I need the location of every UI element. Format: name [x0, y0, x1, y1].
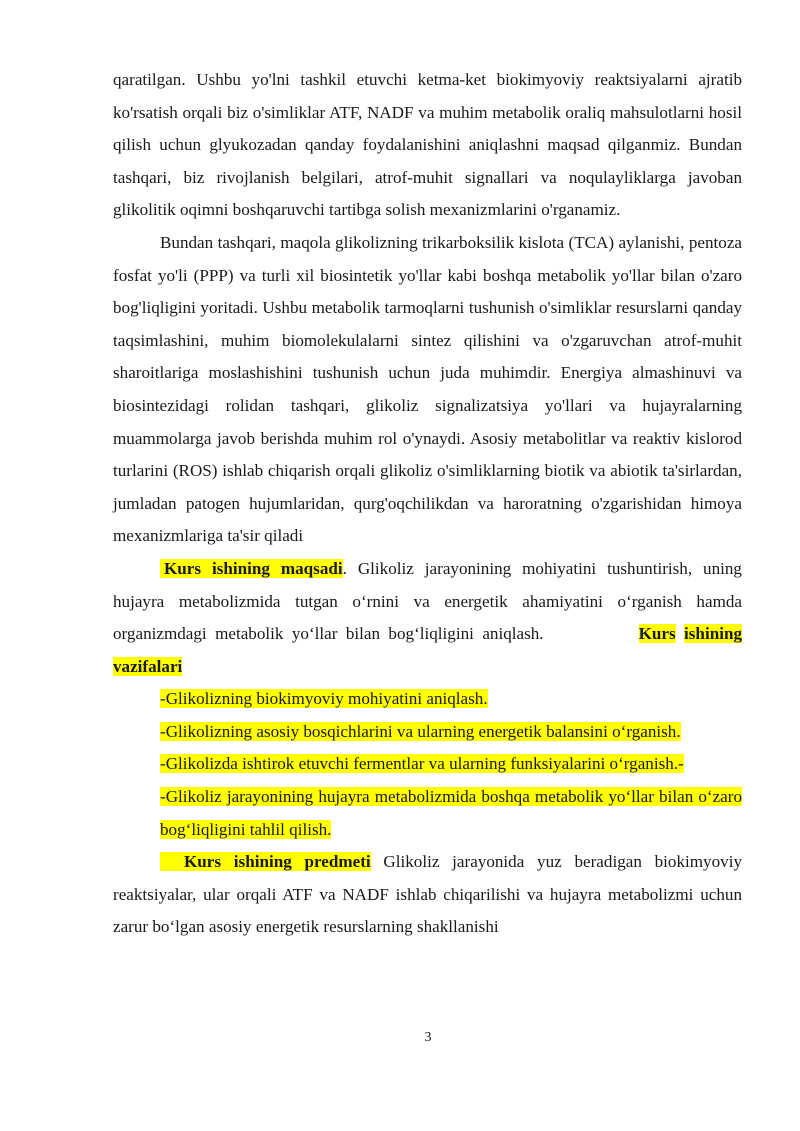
- tasks-heading-part1: Kurs: [638, 624, 676, 644]
- body-text: [113, 64, 742, 944]
- task-item-text: -Glikolizning biokimyoviy mohiyatini aniqlash.: [160, 689, 488, 709]
- task-item-text: -Glikoliz jarayonining hujayra metabolizmida boshqa metabolik yo‘llar bilan o‘zaro bog‘liqligini tahlil qilish.: [160, 787, 742, 839]
- paragraph-metabolic-pathways: Bundan tashqari, maqola glikolizning trikarboksilik kislota (TCA) aylanishi, pentoza fosfat yo'li (PPP) va turli xil biosintetik yo'llar kabi boshqa metabolik yo'llar bilan o'zaro bog'liqligini yoritadi. Ushbu metabolik tarmoqlarni tushunish o'simliklar resurslarni qanday taqsimlashini, muhim biomolekulalarni sintez qilishini va o'zgaruvchan atrof-muhit sharoitlariga moslashishini tushunish uchun juda muhimdir. Energiya almashinuvi va biosintezidagi rolidan tashqari, glikoliz signalizatsiya yo'llari va hujayralarning muammolarga javob berishda muhim rol o'ynaydi. Asosiy metabolitlar va reaktiv kislorod turlarini (ROS) ishlab chiqarish orqali glikoliz o'simliklarning biotik va abiotik ta'sirlardan, jumladan patogen hujumlaridan, qurg'oqchilikdan va haroratning o'zgarishidan himoya mexanizmlariga ta'sir qiladi: [113, 232, 742, 546]
- tasks-heading-part2: ishining vazifalari: [113, 624, 742, 676]
- subject-text: Glikoliz jarayonida yuz beradigan biokimyoviy reaktsiyalar, ular orqali ATF va NADF ishlab chiqarilishi va hujayra metabolizmi uchun zarur bo‘lgan asosiy energetik resurslarning shakllanishi: [113, 852, 742, 937]
- paragraph-intro-continuation: qaratilgan. Ushbu yo'lni tashkil etuvchi ketma-ket biokimyoviy reaktsiyalarni ajratib ko'rsatish orqali biz o'simliklar ATF, NADF va muhim metabolik oraliq mahsulotlarni hosil qilish uchun glyukozadan qanday foydalanishini aniqlashni maqsad qilganmiz. Bundan tashqari, biz rivojlanish belgilari, atrof-muhit signallari va noqulayliklarga javoban glikolitik oqimni boshqaruvchi tartibga solish mexanizmlarini o'rganamiz.: [113, 70, 742, 220]
- task-item: [113, 716, 742, 749]
- task-item-text: -Glikolizning asosiy bosqichlarini va ularning energetik balansini o‘rganish.: [160, 721, 681, 741]
- paragraph-goal: [113, 553, 742, 683]
- goal-text: . Glikoliz jarayonining mohiyatini tushuntirish, uning hujayra metabolizmida tutgan o‘rnini va energetik ahamiyatini o‘rganish hamda organizmdagi metabolik yo‘llar bilan bog‘liqligini aniqlash.: [113, 558, 742, 644]
- page-number: 3: [424, 1030, 432, 1045]
- goal-heading: Kurs ishining maqsadi: [160, 559, 343, 578]
- subject-heading: Kurs ishining predmeti: [160, 852, 371, 871]
- task-item: [113, 781, 742, 846]
- task-item-text: -Glikolizda ishtirok etuvchi fermentlar va ularning funksiyalarini o‘rganish.-: [160, 754, 684, 774]
- task-item: [113, 748, 742, 781]
- paragraph-subject: [113, 846, 742, 944]
- task-item: [113, 683, 742, 716]
